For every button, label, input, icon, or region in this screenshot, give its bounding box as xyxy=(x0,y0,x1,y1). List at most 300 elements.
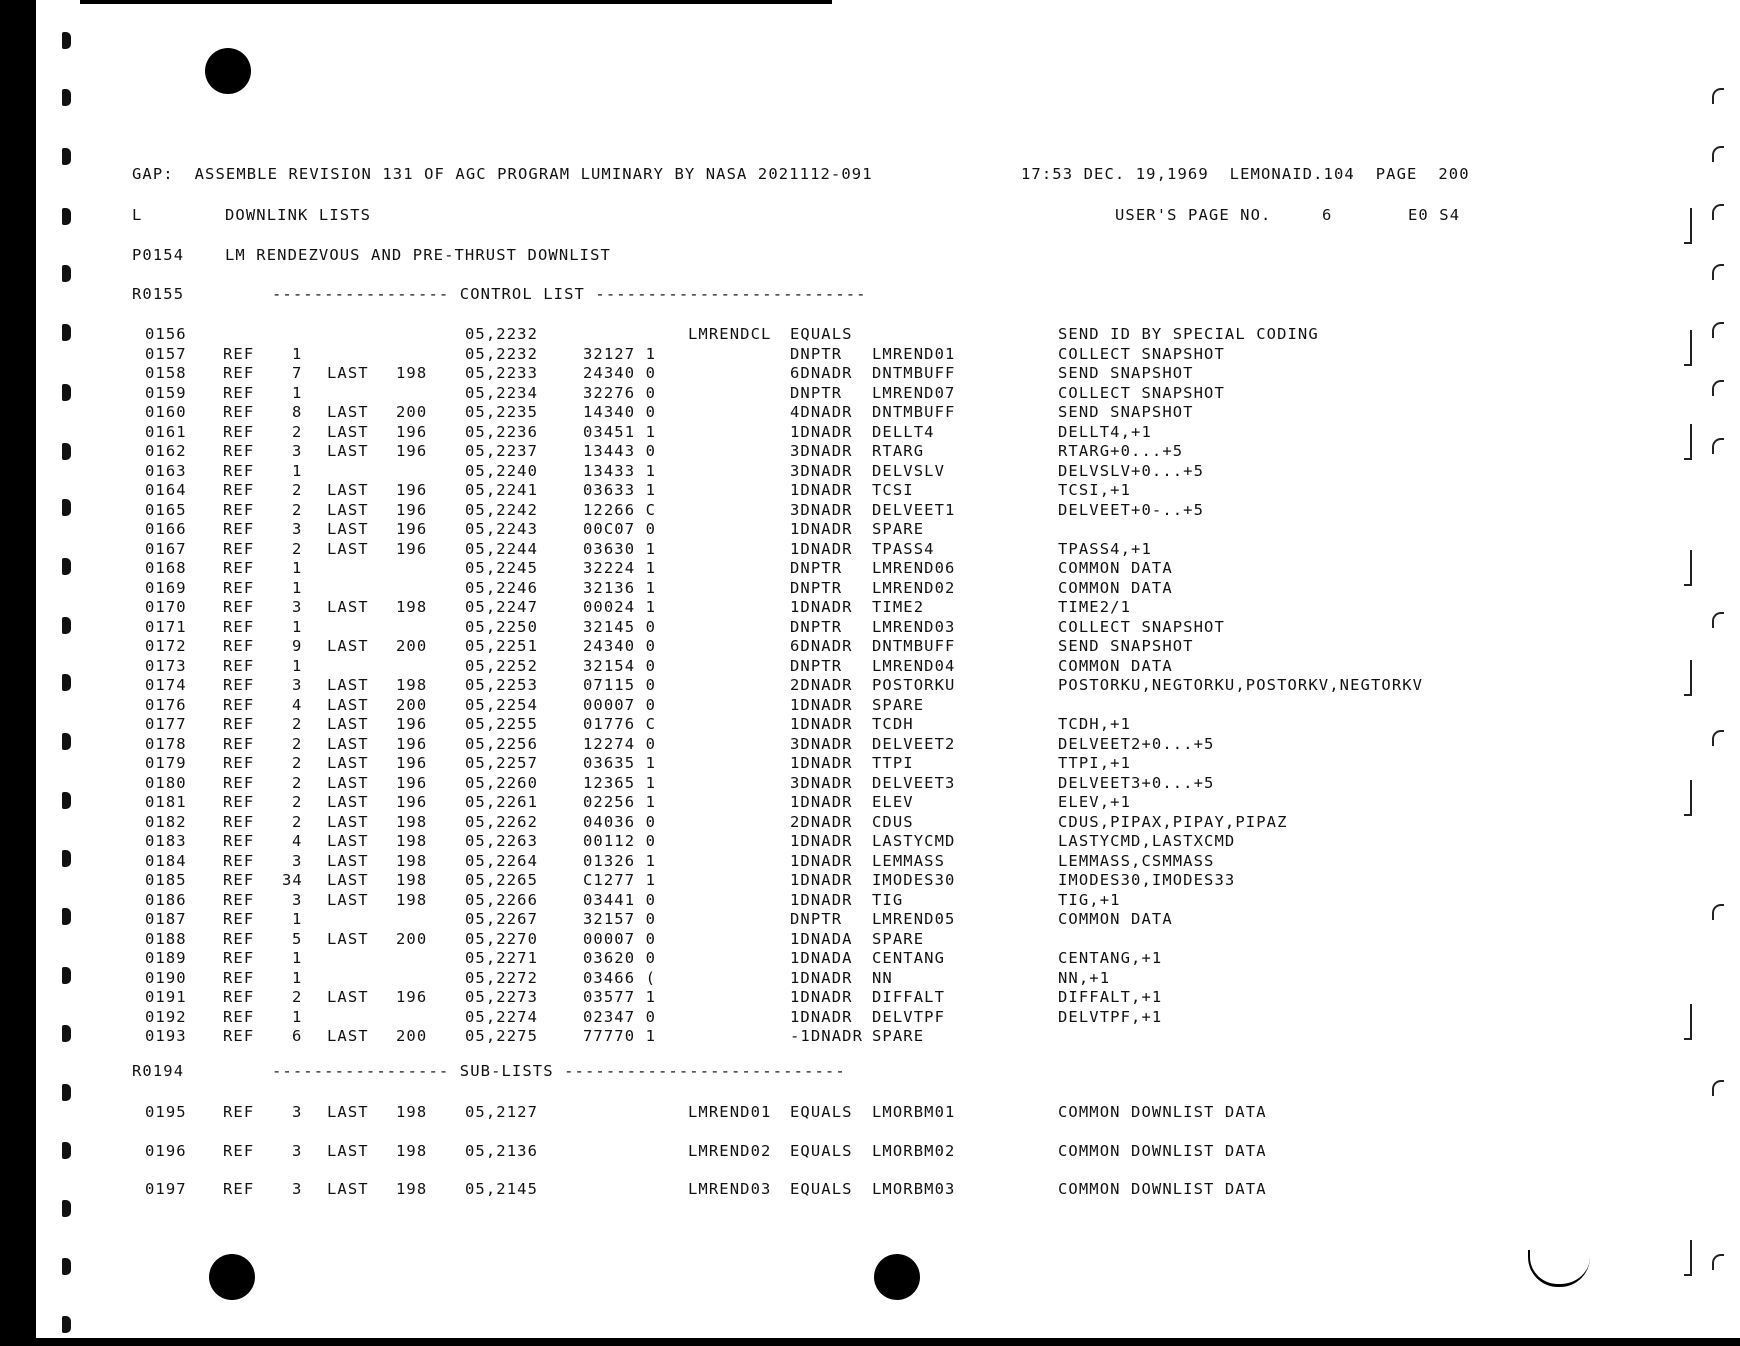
line-number: 0160 xyxy=(145,403,187,421)
operand: SPARE xyxy=(872,695,925,714)
octal-value: 13443 0 xyxy=(583,442,657,460)
last-flag: LAST xyxy=(327,637,369,655)
margin-tick xyxy=(1712,88,1724,104)
ref-flag: REF xyxy=(223,383,255,402)
ref-flag: REF xyxy=(223,539,255,558)
operand: DNTMBUFF xyxy=(872,637,956,655)
bottom-scan-edge xyxy=(0,1338,1740,1346)
last-flag: LAST xyxy=(327,851,369,870)
tractor-feed-mark xyxy=(62,148,71,165)
opcode: DNPTR xyxy=(790,344,843,363)
operand: SPARE xyxy=(872,520,925,538)
last-flag: LAST xyxy=(327,422,369,441)
octal-value: 01776 C xyxy=(583,715,657,733)
opcode: 1DNADR xyxy=(790,968,853,987)
comment: IMODES30,IMODES33 xyxy=(1058,871,1236,889)
left-scan-edge xyxy=(0,0,36,1346)
ref-flag: REF xyxy=(223,461,255,480)
tractor-feed-mark xyxy=(62,265,71,282)
operand: SPARE xyxy=(872,1027,925,1045)
operand: LMORBM01 xyxy=(872,1103,956,1121)
address: 05,2275 xyxy=(465,1027,539,1045)
margin-bracket xyxy=(1684,1004,1692,1040)
opcode: 3DNADR xyxy=(790,500,853,519)
operand: LMREND07 xyxy=(872,383,956,402)
octal-value: 01326 1 xyxy=(583,851,657,870)
comment: TCSI,+1 xyxy=(1058,481,1132,499)
line-number: 0164 xyxy=(145,481,187,499)
tractor-feed-mark xyxy=(62,1316,71,1333)
opcode: EQUALS xyxy=(790,1141,853,1160)
address: 05,2127 xyxy=(465,1103,539,1121)
octal-value: 32157 0 xyxy=(583,910,657,928)
comment: POSTORKU,NEGTORKU,POSTORKV,NEGTORKV xyxy=(1058,676,1424,694)
ref-count: 2 xyxy=(292,773,303,792)
address: 05,2253 xyxy=(465,676,539,694)
address: 05,2240 xyxy=(465,461,539,480)
comment: NN,+1 xyxy=(1058,968,1111,987)
opcode: 1DNADR xyxy=(790,422,853,441)
ref-flag: REF xyxy=(223,578,255,597)
comment: COMMON DOWNLIST DATA xyxy=(1058,1103,1267,1121)
ref-flag: REF xyxy=(223,481,255,499)
comment: COMMON DATA xyxy=(1058,910,1173,928)
opcode: 1DNADR xyxy=(790,520,853,538)
last-flag: LAST xyxy=(327,1027,369,1045)
last-page: 198 xyxy=(396,871,428,889)
operand: DELVEET1 xyxy=(872,500,956,519)
ref-flag: REF xyxy=(223,988,255,1006)
address: 05,2257 xyxy=(465,754,539,772)
octal-value: 03577 1 xyxy=(583,988,657,1006)
line-number: 0195 xyxy=(145,1103,187,1121)
ref-count: 1 xyxy=(292,344,303,363)
opcode: 1DNADR xyxy=(790,715,853,733)
operand: TIME2 xyxy=(872,598,925,616)
opcode: 6DNADR xyxy=(790,637,853,655)
address: 05,2241 xyxy=(465,481,539,499)
operand: NN xyxy=(872,968,893,987)
address: 05,2252 xyxy=(465,656,539,675)
address: 05,2267 xyxy=(465,910,539,928)
margin-bracket xyxy=(1684,330,1692,366)
opcode: 1DNADR xyxy=(790,851,853,870)
opcode: 2DNADR xyxy=(790,676,853,694)
label: LMREND03 xyxy=(688,1180,772,1198)
octal-value: 00112 0 xyxy=(583,832,657,850)
operand: LMREND05 xyxy=(872,910,956,928)
margin-tick xyxy=(1712,264,1724,280)
address: 05,2272 xyxy=(465,968,539,987)
ref-flag: REF xyxy=(223,773,255,792)
opcode: DNPTR xyxy=(790,559,843,577)
margin-tick xyxy=(1712,322,1724,338)
line-number: 0184 xyxy=(145,851,187,870)
line-number: 0197 xyxy=(145,1180,187,1198)
octal-value: 32224 1 xyxy=(583,559,657,577)
address: 05,2243 xyxy=(465,520,539,538)
margin-tick xyxy=(1712,380,1724,396)
octal-value: 03451 1 xyxy=(583,422,657,441)
last-flag: LAST xyxy=(327,364,369,382)
octal-value: 32136 1 xyxy=(583,578,657,597)
comment: COMMON DATA xyxy=(1058,656,1173,675)
section-suffix: E0 S4 xyxy=(1408,206,1461,224)
operand: LASTYCMD xyxy=(872,832,956,850)
tractor-feed-mark xyxy=(62,558,71,575)
line-number: 0179 xyxy=(145,754,187,772)
ref-count: 1 xyxy=(292,949,303,967)
opcode: EQUALS xyxy=(790,325,853,343)
margin-bracket xyxy=(1684,424,1692,460)
operand: SPARE xyxy=(872,929,925,948)
line-number: 0185 xyxy=(145,871,187,889)
binder-curl-mark xyxy=(1528,1250,1590,1287)
last-flag: LAST xyxy=(327,734,369,753)
tractor-feed-mark xyxy=(62,908,71,925)
section-title: DOWNLINK LISTS xyxy=(225,206,372,224)
operand: ELEV xyxy=(872,793,914,811)
octal-value: 00C07 0 xyxy=(583,520,657,538)
line-number: 0177 xyxy=(145,715,187,733)
comment: SEND SNAPSHOT xyxy=(1058,403,1194,421)
last-page: 196 xyxy=(396,793,428,811)
line-number: 0168 xyxy=(145,559,187,577)
last-page: 196 xyxy=(396,988,428,1006)
operand: TTPI xyxy=(872,754,914,772)
operand: DELVEET3 xyxy=(872,773,956,792)
ref-flag: REF xyxy=(223,871,255,889)
last-page: 198 xyxy=(396,364,428,382)
opcode: DNPTR xyxy=(790,656,843,675)
ref-flag: REF xyxy=(223,695,255,714)
comment: DELVEET2+0...+5 xyxy=(1058,734,1215,753)
ref-count: 4 xyxy=(292,832,303,850)
last-page: 198 xyxy=(396,1141,428,1160)
comment: CENTANG,+1 xyxy=(1058,949,1163,967)
octal-value: 07115 0 xyxy=(583,676,657,694)
operand: CENTANG xyxy=(872,949,946,967)
last-flag: LAST xyxy=(327,812,369,831)
opcode: 6DNADR xyxy=(790,364,853,382)
ref-flag: REF xyxy=(223,851,255,870)
operand: LMREND01 xyxy=(872,344,956,363)
ref-flag: REF xyxy=(223,1141,255,1160)
octal-value: 03441 0 xyxy=(583,890,657,909)
line-number: 0166 xyxy=(145,520,187,538)
address: 05,2262 xyxy=(465,812,539,831)
ref-flag: REF xyxy=(223,793,255,811)
address: 05,2247 xyxy=(465,598,539,616)
ref-count: 8 xyxy=(292,403,303,421)
last-page: 196 xyxy=(396,442,428,460)
operand: DELVEET2 xyxy=(872,734,956,753)
line-number: 0158 xyxy=(145,364,187,382)
address: 05,2270 xyxy=(465,929,539,948)
opcode: 1DNADR xyxy=(790,793,853,811)
operand: CDUS xyxy=(872,812,914,831)
margin-tick xyxy=(1712,612,1724,628)
last-flag: LAST xyxy=(327,500,369,519)
operand: LMREND06 xyxy=(872,559,956,577)
last-page: 198 xyxy=(396,676,428,694)
line-number: 0171 xyxy=(145,617,187,636)
line-number: 0180 xyxy=(145,773,187,792)
octal-value: 14340 0 xyxy=(583,403,657,421)
address: 05,2145 xyxy=(465,1180,539,1198)
line-number: 0181 xyxy=(145,793,187,811)
ref-count: 3 xyxy=(292,1103,303,1121)
address: 05,2232 xyxy=(465,325,539,343)
last-flag: LAST xyxy=(327,754,369,772)
margin-bracket xyxy=(1684,208,1692,244)
comment: COLLECT SNAPSHOT xyxy=(1058,344,1225,363)
octal-value: 12274 0 xyxy=(583,734,657,753)
ref-count: 2 xyxy=(292,481,303,499)
opcode: DNPTR xyxy=(790,383,843,402)
address: 05,2237 xyxy=(465,442,539,460)
address: 05,2266 xyxy=(465,890,539,909)
opcode: DNPTR xyxy=(790,578,843,597)
ref-count: 7 xyxy=(292,364,303,382)
ref-flag: REF xyxy=(223,676,255,694)
last-page: 198 xyxy=(396,598,428,616)
listing-header-right xyxy=(1021,165,1470,183)
listing-job: LEMONAID.104 xyxy=(1229,165,1355,183)
ref-count: 1 xyxy=(292,578,303,597)
ref-count: 5 xyxy=(292,929,303,948)
line-number: 0189 xyxy=(145,949,187,967)
last-page: 196 xyxy=(396,539,428,558)
page-label: PAGE xyxy=(1375,165,1418,183)
line-number: 0187 xyxy=(145,910,187,928)
ref-flag: REF xyxy=(223,910,255,928)
line-number: 0192 xyxy=(145,1007,187,1026)
address: 05,2274 xyxy=(465,1007,539,1026)
address: 05,2251 xyxy=(465,637,539,655)
line-number: 0182 xyxy=(145,812,187,831)
address: 05,2245 xyxy=(465,559,539,577)
sublists-divider: ----------------- SUB-LISTS --------------------------- xyxy=(272,1062,846,1080)
octal-value: 32276 0 xyxy=(583,383,657,402)
line-number: 0183 xyxy=(145,832,187,850)
margin-tick xyxy=(1712,730,1724,746)
operand: TCDH xyxy=(872,715,914,733)
comment: TCDH,+1 xyxy=(1058,715,1132,733)
margin-tick xyxy=(1712,904,1724,920)
comment: LEMMASS,CSMMASS xyxy=(1058,851,1215,870)
opcode: 3DNADR xyxy=(790,442,853,460)
octal-value: 12365 1 xyxy=(583,773,657,792)
tractor-feed-mark xyxy=(62,1200,71,1217)
label: LMREND01 xyxy=(688,1103,772,1121)
last-page: 200 xyxy=(396,637,428,655)
address: 05,2232 xyxy=(465,344,539,363)
octal-value: 02256 1 xyxy=(583,793,657,811)
ref-flag: REF xyxy=(223,832,255,850)
last-page: 200 xyxy=(396,403,428,421)
control-list-number: R0155 xyxy=(132,285,185,303)
ref-count: 2 xyxy=(292,500,303,519)
tractor-feed-mark xyxy=(62,674,71,691)
operand: DIFFALT xyxy=(872,988,946,1006)
octal-value: 04036 0 xyxy=(583,812,657,831)
last-page: 196 xyxy=(396,734,428,753)
octal-value: 03635 1 xyxy=(583,754,657,772)
octal-value: C1277 1 xyxy=(583,871,657,889)
line-number: 0178 xyxy=(145,734,187,753)
address: 05,2246 xyxy=(465,578,539,597)
opcode: 4DNADR xyxy=(790,403,853,421)
comment: COMMON DOWNLIST DATA xyxy=(1058,1141,1267,1160)
opcode: DNPTR xyxy=(790,910,843,928)
opcode: 1DNADA xyxy=(790,949,853,967)
tractor-feed-mark xyxy=(62,617,71,634)
last-flag: LAST xyxy=(327,598,369,616)
tractor-feed-mark xyxy=(62,792,71,809)
last-flag: LAST xyxy=(327,442,369,460)
opcode: EQUALS xyxy=(790,1180,853,1198)
comment: TIME2/1 xyxy=(1058,598,1132,616)
last-page: 200 xyxy=(396,929,428,948)
ref-count: 2 xyxy=(292,793,303,811)
address: 05,2273 xyxy=(465,988,539,1006)
address: 05,2254 xyxy=(465,695,539,714)
opcode: 1DNADA xyxy=(790,929,853,948)
comment: DELVEET+0-..+5 xyxy=(1058,500,1205,519)
last-page: 196 xyxy=(396,715,428,733)
last-page: 198 xyxy=(396,1180,428,1198)
octal-value: 24340 0 xyxy=(583,364,657,382)
tractor-feed-mark xyxy=(62,967,71,984)
last-flag: LAST xyxy=(327,539,369,558)
ref-flag: REF xyxy=(223,949,255,967)
ref-count: 3 xyxy=(292,520,303,538)
ref-count: 2 xyxy=(292,754,303,772)
ref-flag: REF xyxy=(223,754,255,772)
tractor-feed-mark xyxy=(62,1084,71,1101)
punch-hole-bottom-center xyxy=(874,1254,920,1300)
last-flag: LAST xyxy=(327,1180,369,1198)
tractor-feed-mark xyxy=(62,1025,71,1042)
tractor-feed-mark xyxy=(62,324,71,341)
address: 05,2260 xyxy=(465,773,539,792)
octal-value: 00007 0 xyxy=(583,929,657,948)
comment: TTPI,+1 xyxy=(1058,754,1132,772)
ref-flag: REF xyxy=(223,520,255,538)
margin-tick xyxy=(1712,1254,1724,1270)
ref-count: 2 xyxy=(292,715,303,733)
ref-count: 1 xyxy=(292,910,303,928)
top-rule xyxy=(80,0,832,4)
comment: DELVEET3+0...+5 xyxy=(1058,773,1215,792)
last-page: 198 xyxy=(396,890,428,909)
comment: DELVSLV+0...+5 xyxy=(1058,461,1205,480)
octal-value: 12266 C xyxy=(583,500,657,519)
ref-count: 2 xyxy=(292,812,303,831)
subtitle-text: LM RENDEZVOUS AND PRE-THRUST DOWNLIST xyxy=(225,246,611,264)
operand: POSTORKU xyxy=(872,676,956,694)
operand: DNTMBUFF xyxy=(872,364,956,382)
ref-count: 2 xyxy=(292,539,303,558)
octal-value: 03620 0 xyxy=(583,949,657,967)
last-page: 196 xyxy=(396,500,428,519)
address: 05,2255 xyxy=(465,715,539,733)
line-number: 0167 xyxy=(145,539,187,558)
sublists-number: R0194 xyxy=(132,1062,185,1080)
opcode: 3DNADR xyxy=(790,773,853,792)
opcode: 1DNADR xyxy=(790,871,853,889)
comment: TIG,+1 xyxy=(1058,890,1121,909)
last-flag: LAST xyxy=(327,929,369,948)
octal-value: 13433 1 xyxy=(583,461,657,480)
ref-flag: REF xyxy=(223,734,255,753)
last-page: 200 xyxy=(396,695,428,714)
line-number: 0191 xyxy=(145,988,187,1006)
last-flag: LAST xyxy=(327,1103,369,1121)
ref-flag: REF xyxy=(223,1180,255,1198)
last-flag: LAST xyxy=(327,715,369,733)
octal-value: 00024 1 xyxy=(583,598,657,616)
ref-count: 9 xyxy=(292,637,303,655)
line-number: 0161 xyxy=(145,422,187,441)
listing-header-title: GAP: ASSEMBLE REVISION 131 OF AGC PROGRAM LUMINARY BY NASA 2021112-091 xyxy=(132,165,873,183)
ref-flag: REF xyxy=(223,500,255,519)
ref-flag: REF xyxy=(223,344,255,363)
operand: LMORBM02 xyxy=(872,1141,956,1160)
ref-flag: REF xyxy=(223,929,255,948)
margin-tick xyxy=(1712,438,1724,454)
operand: TIG xyxy=(872,890,904,909)
address: 05,2264 xyxy=(465,851,539,870)
ref-count: 6 xyxy=(292,1027,303,1045)
last-page: 196 xyxy=(396,754,428,772)
comment: SEND SNAPSHOT xyxy=(1058,364,1194,382)
line-number: 0159 xyxy=(145,383,187,402)
ref-flag: REF xyxy=(223,1027,255,1045)
line-number: 0169 xyxy=(145,578,187,597)
opcode: -1DNADR xyxy=(790,1027,864,1045)
comment: RTARG+0...+5 xyxy=(1058,442,1184,460)
address: 05,2242 xyxy=(465,500,539,519)
ref-count: 3 xyxy=(292,1141,303,1160)
users-page-number: 6 xyxy=(1322,206,1333,224)
line-number: 0170 xyxy=(145,598,187,616)
opcode: 1DNADR xyxy=(790,598,853,616)
operand: LEMMASS xyxy=(872,851,946,870)
octal-value: 00007 0 xyxy=(583,695,657,714)
subtitle-number: P0154 xyxy=(132,246,185,264)
operand: TCSI xyxy=(872,481,914,499)
section-marker: L xyxy=(132,206,143,224)
line-number: 0196 xyxy=(145,1141,187,1160)
ref-count: 34 xyxy=(282,871,303,889)
address: 05,2271 xyxy=(465,949,539,967)
comment: COLLECT SNAPSHOT xyxy=(1058,617,1225,636)
comment: ELEV,+1 xyxy=(1058,793,1132,811)
margin-tick xyxy=(1712,204,1724,220)
margin-bracket xyxy=(1684,660,1692,696)
users-page-label: USER'S PAGE NO. xyxy=(1115,206,1272,224)
octal-value: 77770 1 xyxy=(583,1027,657,1045)
ref-count: 4 xyxy=(292,695,303,714)
line-number: 0163 xyxy=(145,461,187,480)
address: 05,2234 xyxy=(465,383,539,402)
line-number: 0190 xyxy=(145,968,187,987)
line-number: 0193 xyxy=(145,1027,187,1045)
ref-count: 1 xyxy=(292,968,303,987)
opcode: 1DNADR xyxy=(790,890,853,909)
